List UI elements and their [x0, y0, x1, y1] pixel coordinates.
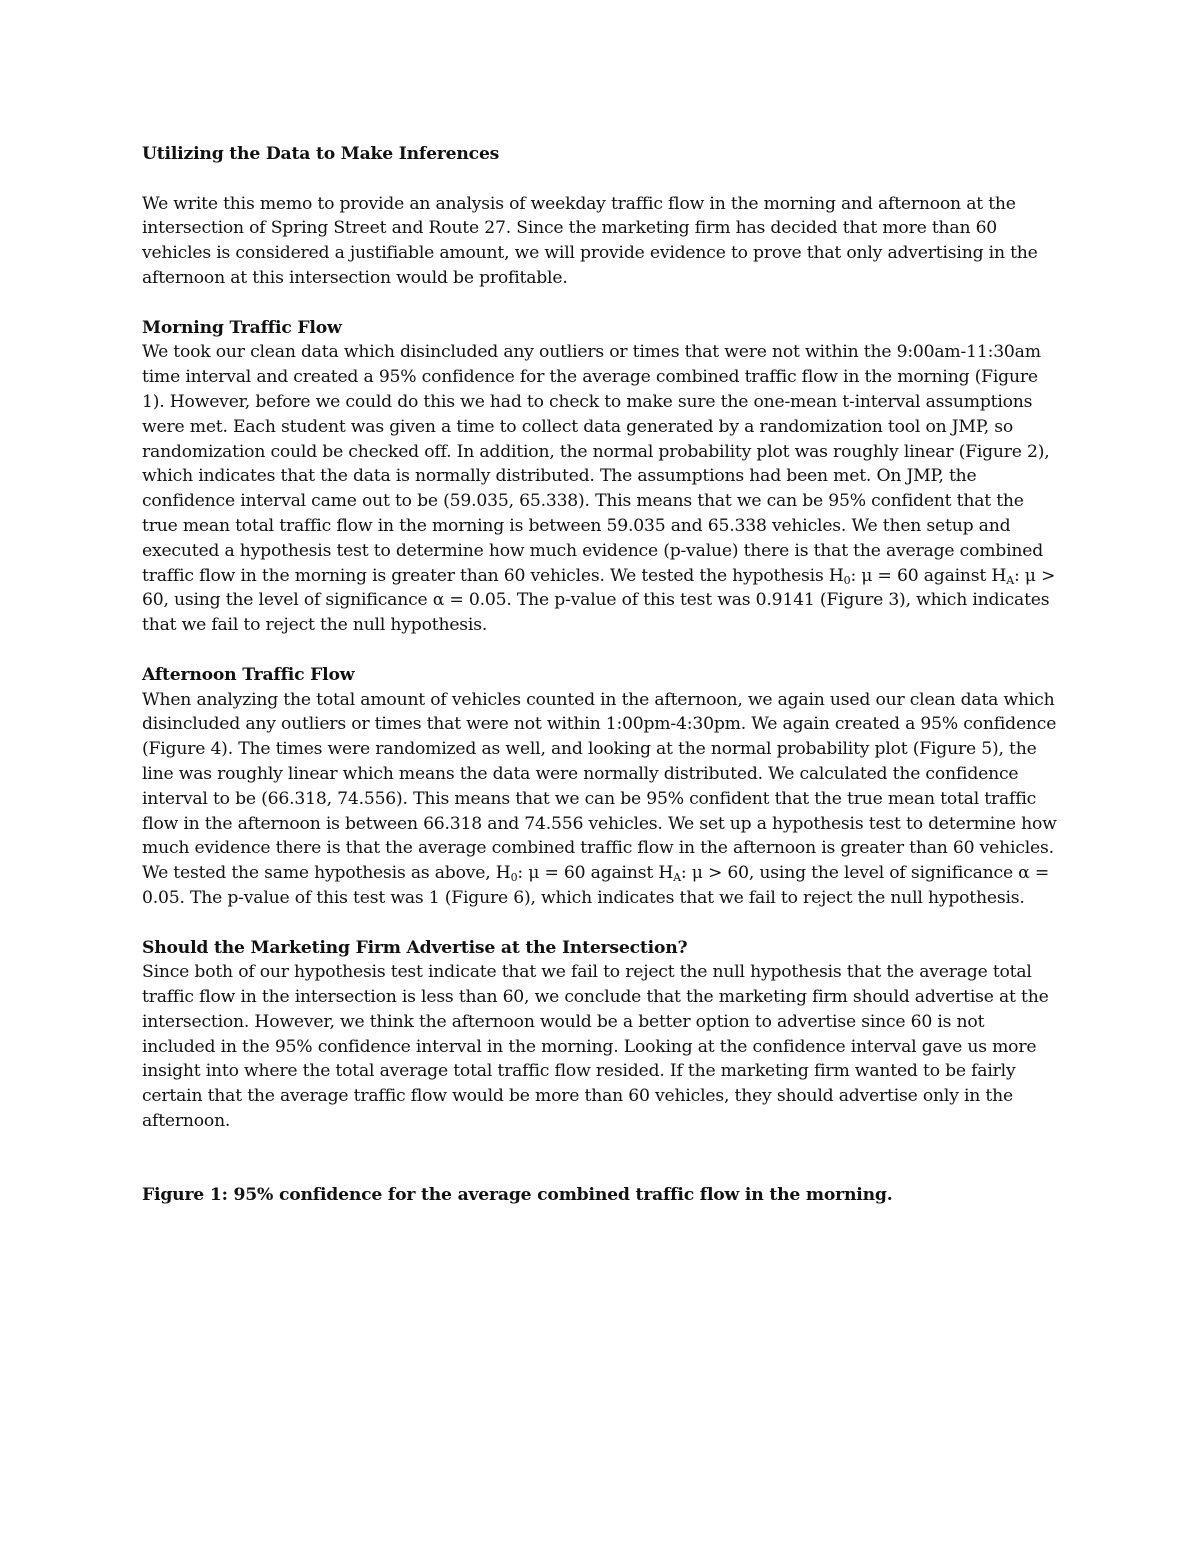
spacer: [142, 1134, 1062, 1184]
afternoon-text-2: : μ = 60 against H: [517, 863, 674, 884]
spacer: [142, 167, 1062, 192]
spacer: [142, 638, 1062, 663]
morning-text-3: : μ > 60, using the level of significance α = 0.05. The p-value of this test was 0.9141 (Figure 3), which indicates that we fail to reject the null hypothesis.: [142, 565, 1056, 636]
document-title: Utilizing the Data to Make Inferences: [142, 144, 500, 164]
morning-h0-subscript: 0: [843, 573, 851, 587]
morning-text-1: We took our clean data which disincluded any outliers or times that were not within the 9:00am-11:30am time interval and created a 95% confidence for the average combined traffic flow in the morning (Figure 1). However, before we could do this we had to check to make sure the one-mean t-interval assumptions were met. Each student was given a time to collect data generated by a randomization tool on JMP, so randomization could be checked off. In addition, the normal probability plot was roughly linear (Figure 2), which indicates that the data is normally distributed. The assumptions had been met. On JMP, the confidence interval came out to be (59.035, 65.338). This means that we can be 95% confident that the true mean total traffic flow in the morning is between 59.035 and 65.338 vehicles. We then setup and executed a hypothesis test to determine how much evidence (p-value) there is that the average combined traffic flow in the morning is greater than 60 vehicles. We tested the hypothesis H: [142, 342, 1050, 586]
morning-heading: Morning Traffic Flow: [142, 317, 342, 338]
afternoon-h0-subscript: 0: [510, 871, 518, 885]
figure-1-caption: Figure 1: 95% confidence for the average combined traffic flow in the morning.: [142, 1185, 893, 1206]
afternoon-text-1: When analyzing the total amount of vehicles counted in the afternoon, we again used our clean data which disincluded any outliers or times that were not within 1:00pm-4:30pm. We again created a 95% confidence (Figure 4). The times were randomized as well, and looking at the normal probability plot (Figure 5), the line was roughly linear which means the data were normally distributed. We calculated the confidence interval to be (66.318, 74.556). This means that we can be 95% confident that the true mean total traffic flow in the afternoon is between 66.318 and 74.556 vehicles. We set up a hypothesis test to determine how much evidence there is that the average combined traffic flow in the afternoon is greater than 60 vehicles. We tested the same hypothesis as above, H: [142, 689, 1057, 884]
spacer: [142, 911, 1062, 936]
afternoon-paragraph: [142, 688, 1062, 911]
spacer: [142, 291, 1062, 316]
afternoon-ha-subscript: A: [673, 871, 681, 885]
morning-text-2: : μ = 60 against H: [850, 565, 1007, 586]
conclusion-heading: Should the Marketing Firm Advertise at the Intersection?: [142, 937, 688, 958]
conclusion-paragraph: Since both of our hypothesis test indicate that we fail to reject the null hypothesis that the average total traffic flow in the intersection is less than 60, we conclude that the marketing firm should advertise at the intersection. However, we think the afternoon would be a better option to advertise since 60 is not included in the 95% confidence interval in the morning. Looking at the confidence interval gave us more insight into where the total average total traffic flow resided. If the marketing firm wanted to be fairly certain that the average traffic flow would be more than 60 vehicles, they should advertise only in the afternoon.: [142, 962, 1049, 1132]
morning-paragraph: [142, 340, 1062, 638]
morning-ha-subscript: A: [1006, 573, 1014, 587]
afternoon-heading: Afternoon Traffic Flow: [142, 664, 355, 685]
intro-paragraph: We write this memo to provide an analysis of weekday traffic flow in the morning and afternoon at the intersection of Spring Street and Route 27. Since the marketing firm has decided that more than 60 vehicles is considered a justifiable amount, we will provide evidence to prove that only advertising in the afternoon at this intersection would be profitable.: [142, 193, 1038, 288]
afternoon-text-3: : μ > 60, using the level of significance α = 0.05. The p-value of this test was 1 (Figure 6), which indicates that we fail to reject the null hypothesis.: [142, 863, 1050, 908]
document-page: [142, 142, 1062, 1208]
